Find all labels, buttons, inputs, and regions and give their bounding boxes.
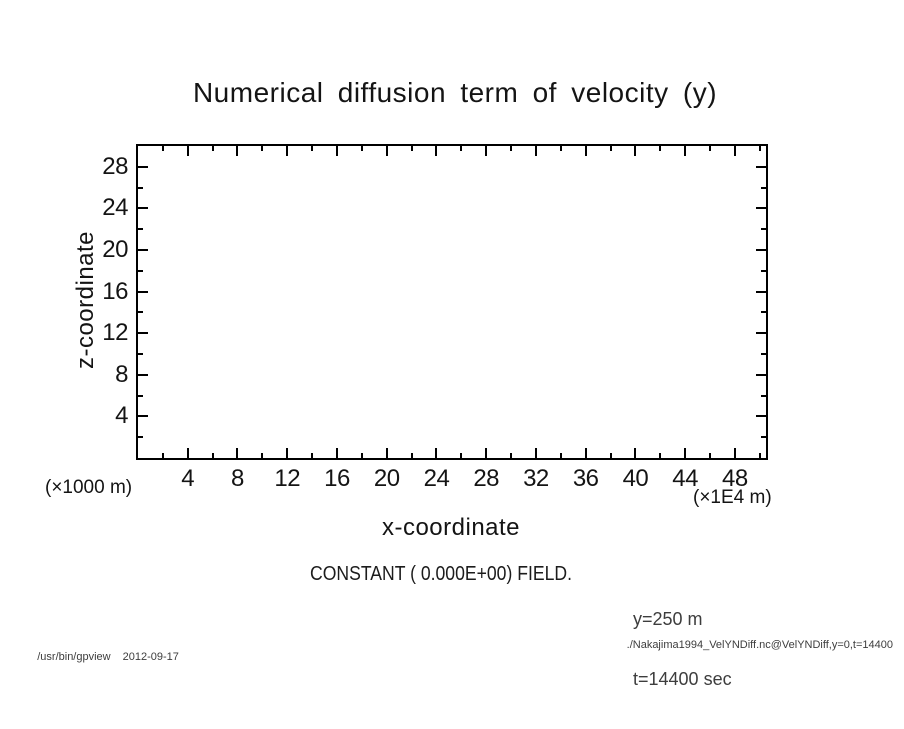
z-major-tick: [756, 415, 766, 417]
x-minor-tick: [659, 453, 661, 458]
z-major-tick: [756, 166, 766, 168]
z-minor-tick: [138, 311, 143, 313]
x-tick-label: 40: [622, 465, 649, 492]
z-minor-tick: [761, 353, 766, 355]
z-minor-tick: [761, 187, 766, 189]
x-axis-tick-labels: [138, 467, 766, 493]
x-major-tick: [634, 448, 636, 458]
x-minor-tick: [560, 146, 562, 151]
x-minor-tick: [709, 453, 711, 458]
x-major-tick: [336, 448, 338, 458]
x-tick-label: 16: [324, 465, 350, 492]
x-tick-label: 20: [373, 465, 400, 492]
x-major-tick: [485, 146, 487, 156]
y-axis-title: z-coordinate: [72, 230, 99, 370]
x-minor-tick: [261, 453, 263, 458]
x-minor-tick: [311, 453, 313, 458]
footer-date: 2012-09-17: [122, 651, 179, 664]
x-major-tick: [684, 448, 686, 458]
z-major-tick: [756, 207, 766, 209]
x-minor-tick: [162, 453, 164, 458]
footer-command-line: [25, 639, 179, 675]
x-minor-tick: [610, 453, 612, 458]
x-tick-label: 28: [473, 465, 500, 492]
x-major-tick: [386, 448, 388, 458]
z-major-tick: [138, 415, 148, 417]
slice-time-value: t=14400 sec: [633, 669, 732, 689]
x-major-tick: [535, 448, 537, 458]
x-major-tick: [634, 146, 636, 156]
z-major-tick: [138, 166, 148, 168]
x-major-tick: [336, 146, 338, 156]
x-minor-tick: [460, 453, 462, 458]
z-minor-tick: [761, 228, 766, 230]
chart-title: Numerical diffusion term of velocity (y): [192, 77, 718, 108]
x-major-tick: [386, 146, 388, 156]
x-tick-label: 36: [572, 465, 599, 492]
z-minor-tick: [138, 395, 143, 397]
z-tick-label: 16: [102, 277, 128, 305]
x-tick-label: 48: [722, 465, 748, 492]
x-minor-tick: [361, 453, 363, 458]
footer-command: /usr/bin/gpview: [37, 651, 111, 664]
x-minor-tick: [411, 146, 413, 151]
z-tick-label: 4: [115, 402, 128, 430]
x-major-tick: [535, 146, 537, 156]
z-minor-tick: [138, 270, 143, 272]
x-tick-label: 8: [231, 465, 244, 492]
z-minor-tick: [138, 187, 143, 189]
x-minor-tick: [311, 146, 313, 151]
slice-y-value: y=250 m: [633, 609, 703, 629]
y-axis-tick-labels: [0, 146, 128, 458]
x-tick-label: 32: [523, 465, 549, 492]
x-tick-label: 4: [181, 465, 195, 492]
x-tick-label: 44: [672, 465, 699, 492]
x-minor-tick: [560, 453, 562, 458]
z-minor-tick: [138, 436, 143, 438]
z-major-tick: [756, 291, 766, 293]
z-major-tick: [756, 249, 766, 251]
x-major-tick: [734, 146, 736, 156]
z-minor-tick: [138, 228, 143, 230]
x-minor-tick: [212, 453, 214, 458]
z-tick-label: 12: [102, 319, 128, 347]
z-tick-label: 20: [102, 236, 128, 263]
x-major-tick: [435, 448, 437, 458]
z-minor-tick: [761, 395, 766, 397]
x-major-tick: [585, 448, 587, 458]
x-minor-tick: [411, 453, 413, 458]
z-minor-tick: [761, 311, 766, 313]
y-axis-unit: (×1000 m): [45, 477, 133, 498]
z-major-tick: [138, 207, 148, 209]
z-minor-tick: [138, 353, 143, 355]
z-major-tick: [756, 374, 766, 376]
z-tick-label: 28: [102, 152, 128, 180]
x-minor-tick: [212, 146, 214, 151]
x-major-tick: [585, 146, 587, 156]
z-tick-label: 8: [115, 360, 128, 388]
z-major-tick: [138, 249, 148, 251]
x-minor-tick: [510, 146, 512, 151]
x-major-tick: [485, 448, 487, 458]
constant-field-note: CONSTANT ( 0.000E+00) FIELD.: [310, 563, 572, 585]
x-major-tick: [435, 146, 437, 156]
z-major-tick: [756, 332, 766, 334]
x-major-tick: [286, 146, 288, 156]
x-minor-tick: [759, 146, 761, 151]
z-major-tick: [138, 291, 148, 293]
x-minor-tick: [610, 146, 612, 151]
footer-source: ./Nakajima1994_VelYNDiff.nc@VelYNDiff,y=0,t=14400: [626, 639, 893, 651]
x-minor-tick: [510, 453, 512, 458]
x-major-tick: [236, 146, 238, 156]
x-minor-tick: [709, 146, 711, 151]
x-axis-unit: (×1E4 m): [693, 487, 772, 508]
plot-area: [136, 144, 768, 460]
z-major-tick: [138, 374, 148, 376]
x-major-tick: [734, 448, 736, 458]
x-minor-tick: [759, 453, 761, 458]
x-major-tick: [286, 448, 288, 458]
x-axis-title: x-coordinate: [381, 514, 521, 541]
x-minor-tick: [361, 146, 363, 151]
x-major-tick: [236, 448, 238, 458]
x-tick-label: 24: [423, 465, 450, 492]
x-minor-tick: [162, 146, 164, 151]
z-minor-tick: [761, 436, 766, 438]
x-minor-tick: [460, 146, 462, 151]
x-major-tick: [187, 448, 189, 458]
x-minor-tick: [659, 146, 661, 151]
x-tick-label: 12: [274, 465, 301, 492]
z-tick-label: 24: [102, 194, 128, 222]
z-minor-tick: [761, 270, 766, 272]
x-minor-tick: [261, 146, 263, 151]
x-major-tick: [187, 146, 189, 156]
z-major-tick: [138, 332, 148, 334]
x-major-tick: [684, 146, 686, 156]
